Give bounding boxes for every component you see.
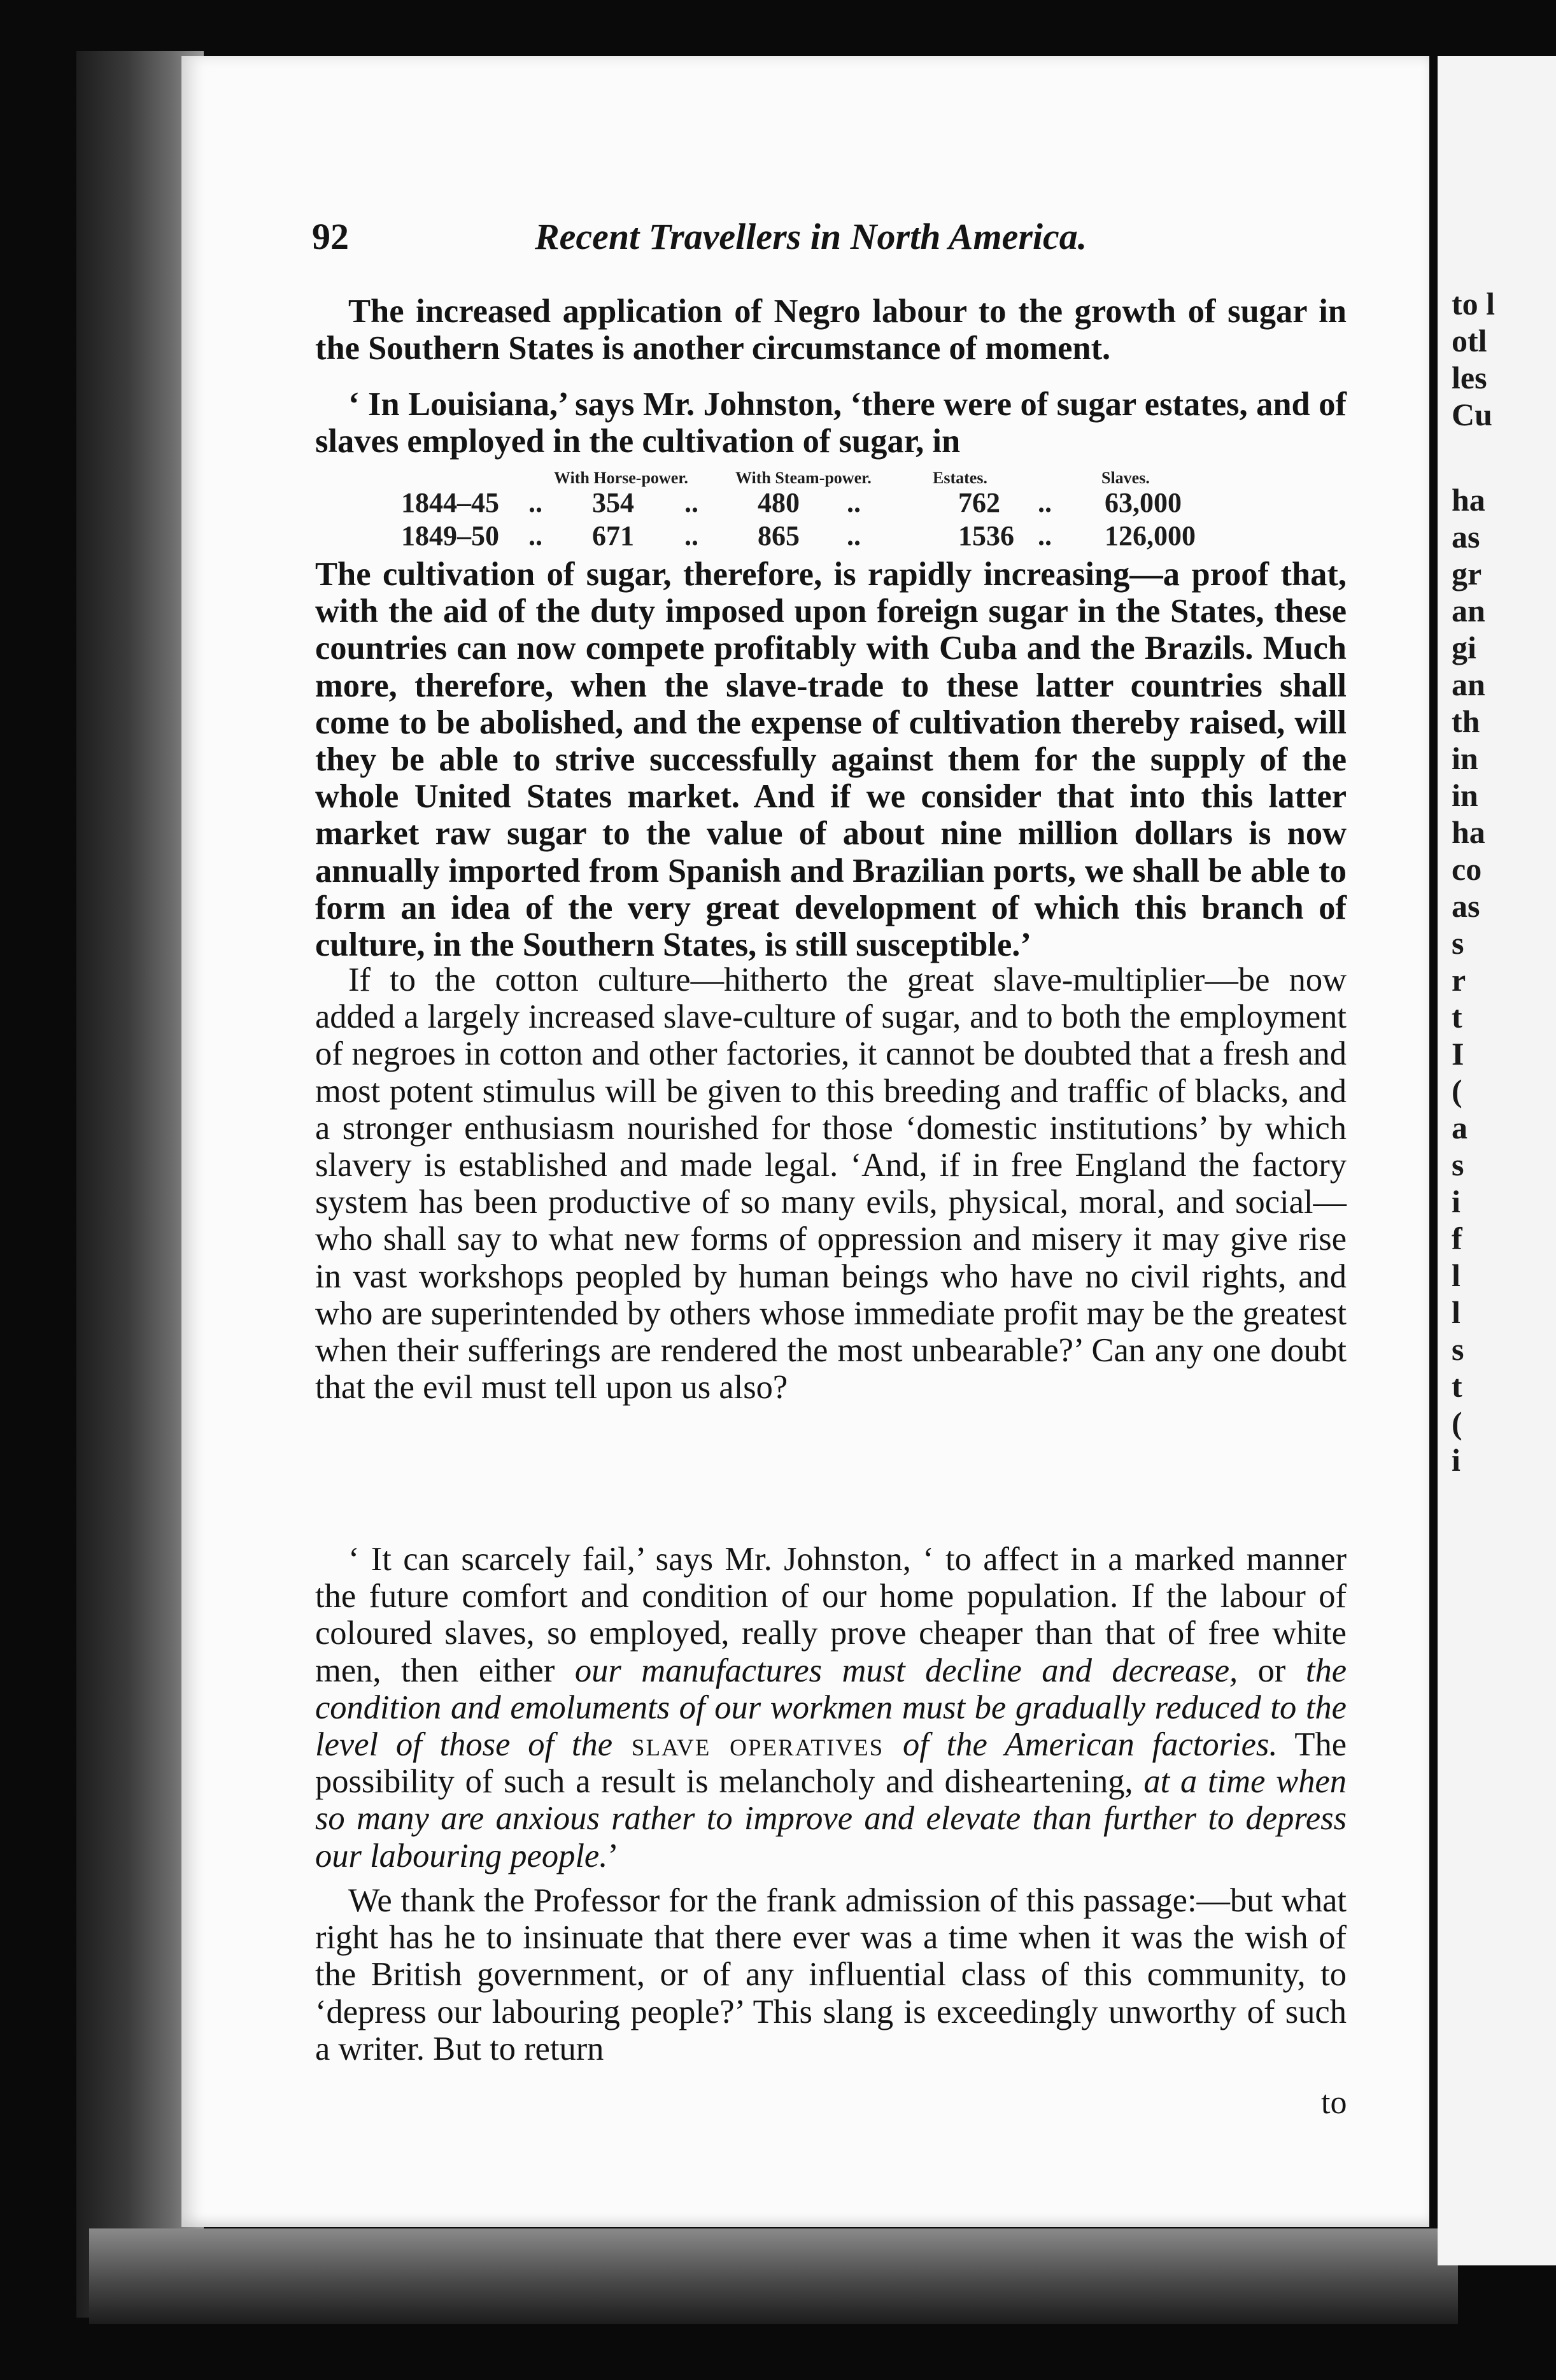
cell-horse-power: 354: [592, 487, 634, 518]
facing-line: ha: [1452, 482, 1485, 518]
book-page: [181, 56, 1429, 2227]
cell-slaves: 126,000: [1105, 520, 1196, 551]
leader-dots: ..: [1038, 520, 1052, 551]
paragraph-professor-reply: We thank the Professor for the frank admission of this passage:—but what right has he to insinuate that there ever was a time when it was the wish of the British government, or of any influential class of this community, to ‘depress our labouring people?’ This slang is exceedingly unworthy of such a writer. But to return: [315, 1882, 1347, 2067]
facing-line: Cu: [1452, 397, 1492, 432]
cell-estates: 762: [958, 487, 1000, 518]
leader-dots: ..: [684, 520, 698, 551]
header-slaves: Slaves.: [1101, 469, 1150, 487]
catchword: to: [1321, 2085, 1347, 2121]
page-header: [312, 215, 1299, 273]
cell-steam-power: 480: [758, 487, 800, 518]
facing-line: I: [1452, 1036, 1464, 1072]
facing-line: les: [1452, 360, 1487, 395]
cell-period: 1844–45: [401, 487, 499, 518]
facing-line: f: [1452, 1221, 1462, 1256]
paragraph-cotton-culture: If to the cotton culture—hitherto the great slave-multiplier—be now added a largely increased slave-culture of sugar, and to both the employment of negroes in cotton and other factories, it cannot be doubted that a fresh and most potent stimulus will be given to this breeding and traffic of blacks, and a stronger enthusiasm nourished for those ‘domestic institutions’ by which slavery is established and made legal. ‘And, if in free England the factory system has been productive of so many evils, physical, moral, and social—who shall say to what new forms of oppression and misery it may give rise in vast workshops peopled by human beings who have no civil rights, and who are superintended by others whose immediate profit may be the greatest when their sufferings are rendered the most unbearable?’ Can any one doubt that the evil must tell upon us also?: [315, 961, 1347, 1406]
facing-line: as: [1452, 888, 1480, 924]
facing-line: (: [1452, 1073, 1462, 1109]
facing-line: i: [1452, 1184, 1461, 1219]
leader-dots: ..: [528, 487, 542, 518]
facing-line: as: [1452, 519, 1480, 555]
leader-dots: ..: [847, 487, 861, 518]
header-steam-power: With Steam-power.: [735, 469, 872, 487]
leader-dots: ..: [1038, 487, 1052, 518]
header-estates: Estates.: [933, 469, 987, 487]
cell-steam-power: 865: [758, 520, 800, 551]
facing-line: t: [1452, 1368, 1462, 1404]
header-horse-power: With Horse-power.: [554, 469, 688, 487]
paragraph-sugar-cultivation: The cultivation of sugar, therefore, is rapidly increasing—a proof that, with the aid of the duty imposed upon foreign sugar in the States, these countries can now compete profitably with Cuba and the Brazils. Much more, therefore, when the slave-trade to these latter countries shall come to be abolished, and the expense of cultivation thereby raised, will they be able to strive successfully against them for the supply of the whole United States market. And if we consider that into this latter market raw sugar to the value of about nine million dollars is now annually imported from Spanish and Brazilian ports, we shall be able to form an idea of the very great development of which this branch of culture, in the Southern States, is still susceptible.’: [315, 556, 1347, 964]
facing-line: gr: [1452, 556, 1482, 591]
paragraph-negro-labour: The increased application of Negro labour to the growth of sugar in the Southern States is another circumstance of moment.: [315, 293, 1347, 367]
facing-line: l: [1452, 1257, 1461, 1293]
book-page-edges: [89, 2228, 1458, 2324]
leader-dots: ..: [684, 487, 698, 518]
facing-line: otl: [1452, 323, 1487, 358]
facing-line: s: [1452, 925, 1464, 961]
facing-line: th: [1452, 704, 1480, 739]
cell-horse-power: 671: [592, 520, 634, 551]
facing-page-fragment: [1438, 56, 1556, 2265]
paragraph-louisiana-quote: ‘ In Louisiana,’ says Mr. Johnston, ‘there were of sugar estates, and of slaves employed in the cultivation of sugar, in: [315, 386, 1347, 460]
facing-line: in: [1452, 777, 1478, 813]
facing-line: an: [1452, 593, 1485, 628]
facing-line: t: [1452, 999, 1462, 1035]
facing-line: (: [1452, 1405, 1462, 1441]
cell-period: 1849–50: [401, 520, 499, 551]
cell-slaves: 63,000: [1105, 487, 1182, 518]
facing-line: s: [1452, 1331, 1464, 1367]
facing-line: a: [1452, 1110, 1468, 1145]
facing-line: l: [1452, 1294, 1461, 1330]
facing-line: ha: [1452, 814, 1485, 850]
cell-estates: 1536: [958, 520, 1014, 551]
facing-line: co: [1452, 851, 1482, 887]
facing-line: s: [1452, 1147, 1464, 1182]
paragraph-johnston-quote: ‘ It can scarcely fail,’ says Mr. Johnston, ‘ to affect in a marked manner the future comfort and condition of our home population. If the labour of coloured slaves, so employed, really prove cheaper than that of free white men, then either our manufactures must decline and decrease, or the condition and emoluments of our workmen must be gradually reduced to the level of those of the slave operatives of the American factories. The possibility of such a result is melancholy and disheartening, at a time when so many are anxious rather to improve and elevate than further to depress our labouring people.’: [315, 1541, 1347, 1874]
facing-line: in: [1452, 740, 1478, 776]
facing-line: i: [1452, 1442, 1461, 1478]
page-number: 92: [312, 216, 349, 257]
running-title: Recent Travellers in North America.: [535, 216, 1087, 257]
facing-line: to l: [1452, 286, 1496, 322]
table-row: [401, 486, 1483, 521]
leader-dots: ..: [528, 520, 542, 551]
table-row: [401, 520, 1483, 554]
facing-line: an: [1452, 667, 1485, 702]
facing-line: gi: [1452, 630, 1476, 665]
leader-dots: ..: [847, 520, 861, 551]
facing-line: r: [1452, 962, 1466, 998]
